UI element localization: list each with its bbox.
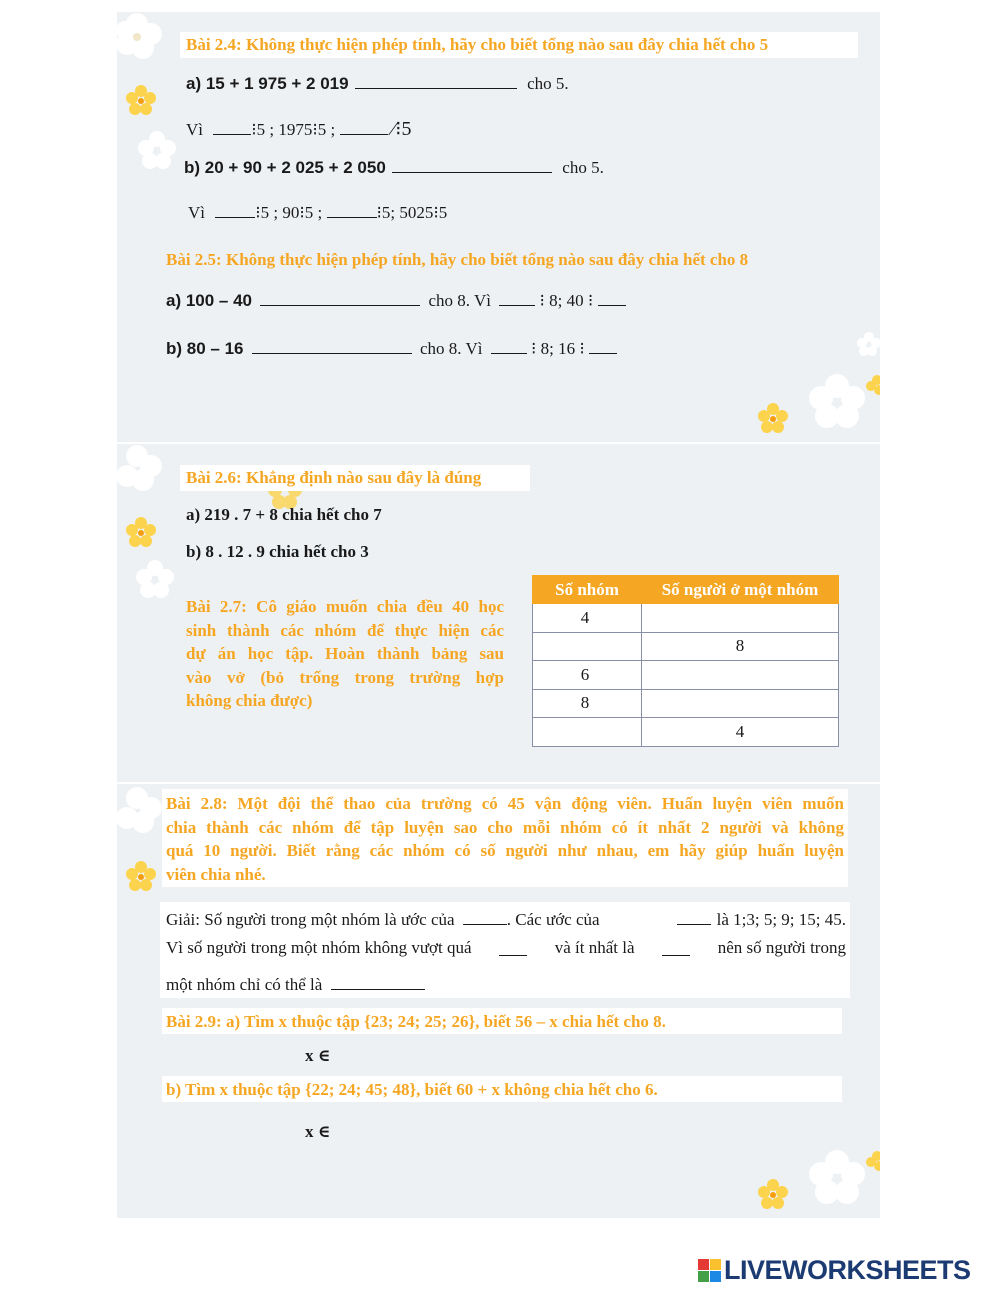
answer-blank[interactable] [499, 288, 535, 306]
solution-line: một nhóm chỉ có thể là [166, 972, 425, 995]
table-cell[interactable]: 8 [533, 689, 642, 718]
answer-blank[interactable] [355, 71, 517, 89]
exercise-heading: Bài 2.9: a) Tìm x thuộc tập {23; 24; 25; 26}, biết 56 – x chia hết cho 8. [166, 1012, 666, 1031]
exercise-heading: Bài 2.5: Không thực hiện phép tính, hãy cho biết tổng nào sau đây chia hết cho 8 [166, 250, 749, 269]
exercise-item: b) 8 . 12 . 9 chia hết cho 3 [186, 542, 369, 561]
answer-line[interactable]: x ∈ [305, 1046, 331, 1065]
answer-blank[interactable] [491, 336, 527, 354]
answer-blank[interactable] [589, 336, 617, 354]
table-header-row [533, 576, 839, 604]
exercise-heading: Bài 2.4: Không thực hiện phép tính, hãy cho biết tổng nào sau đây chia hết cho 5 [186, 35, 769, 54]
table-cell[interactable] [533, 718, 642, 747]
answer-blank[interactable] [392, 155, 552, 173]
solution-line: Giải: Số người trong một nhóm là ước của . Các ước của là 1;3; 5; 9; 15; 45. [166, 907, 846, 930]
flower-icon [125, 860, 157, 892]
answer-blank[interactable] [662, 938, 690, 956]
table-header: Số nhóm [533, 576, 642, 604]
answer-blank[interactable] [463, 907, 507, 925]
flower-icon [865, 374, 880, 398]
table-cell[interactable]: 6 [533, 661, 642, 690]
table-cell[interactable] [642, 661, 839, 690]
table-cell[interactable]: 8 [642, 632, 839, 661]
flower-icon [125, 84, 157, 116]
exercise-reason: Vì ⁝5 ; 1975⁝5 ; ⁄⁝5 [186, 118, 412, 140]
solution-line: Vì số người trong một nhóm không vượt quá và ít nhất là nên số người trong [166, 938, 846, 957]
table-row [533, 661, 839, 690]
exercise-item: b) 80 – 16 cho 8. Vì ⁝ 8; 16 ⁝ [166, 336, 617, 359]
table-cell[interactable] [642, 604, 839, 633]
flower-icon [117, 12, 177, 72]
table-cell[interactable]: 4 [533, 604, 642, 633]
liveworksheets-logo-icon [698, 1259, 721, 1282]
answer-blank[interactable] [598, 288, 626, 306]
exercise-item: a) 219 . 7 + 8 chia hết cho 7 [186, 505, 382, 524]
answer-line[interactable]: x ∈ [305, 1122, 331, 1141]
flower-icon [857, 332, 880, 356]
answer-blank[interactable] [252, 336, 412, 354]
answer-blank[interactable] [677, 907, 711, 925]
flower-icon [117, 444, 177, 504]
exercise-heading: Bài 2.6: Khẳng định nào sau đây là đúng [186, 468, 482, 487]
table-row [533, 604, 839, 633]
flower-icon [757, 402, 789, 434]
exercise-reason: Vì ⁝5 ; 90⁝5 ; ⁝5; 5025⁝5 [188, 200, 447, 223]
flower-icon [865, 1150, 880, 1174]
table-cell[interactable] [642, 689, 839, 718]
answer-blank[interactable] [340, 117, 388, 135]
groups-table [532, 575, 839, 747]
answer-blank[interactable] [327, 200, 377, 218]
table-row [533, 632, 839, 661]
exercise-heading: Bài 2.7: Cô giáo muốn chia đều 40 học sinh thành các nhóm để thực hiện các dự án học tập. Hoàn thành bảng sau vào vở (bỏ trống trong trường hợp không chia được) [186, 597, 504, 710]
answer-blank[interactable] [213, 117, 251, 135]
exercise-item: a) 100 – 40 cho 8. Vì ⁝ 8; 40 ⁝ [166, 288, 626, 311]
exercise-item: b) 20 + 90 + 2 025 + 2 050 cho 5. [184, 155, 604, 178]
table-header: Số người ở một nhóm [642, 576, 839, 604]
table-cell[interactable]: 4 [642, 718, 839, 747]
exercise-item: a) 15 + 1 975 + 2 019 cho 5. [186, 71, 569, 94]
flower-icon [807, 1148, 867, 1208]
flower-icon [807, 372, 867, 432]
flower-icon [135, 559, 175, 599]
table-row [533, 689, 839, 718]
flower-icon [757, 1178, 789, 1210]
table-row [533, 718, 839, 747]
answer-blank[interactable] [260, 288, 420, 306]
exercise-heading: b) Tìm x thuộc tập {22; 24; 45; 48}, biết 60 + x không chia hết cho 6. [166, 1080, 658, 1099]
table-cell[interactable] [533, 632, 642, 661]
answer-blank[interactable] [331, 972, 425, 990]
logo-text: LIVEWORKSHEETS [724, 1254, 971, 1285]
flower-icon [137, 130, 177, 170]
exercise-heading: Bài 2.8: Một đội thể thao của trường có 45 vận động viên. Huấn luyện viên muốn chia thành các nhóm để tập luyện sao cho mỗi nhóm có ít nhất 2 người và không quá 10 người. Biết rằng các nhóm có số người như nhau, em hãy giúp huấn luyện viên chia nhé. [166, 794, 844, 884]
flower-icon [125, 516, 157, 548]
answer-blank[interactable] [499, 938, 527, 956]
liveworksheets-logo[interactable] [698, 1255, 971, 1285]
answer-blank[interactable] [215, 200, 255, 218]
